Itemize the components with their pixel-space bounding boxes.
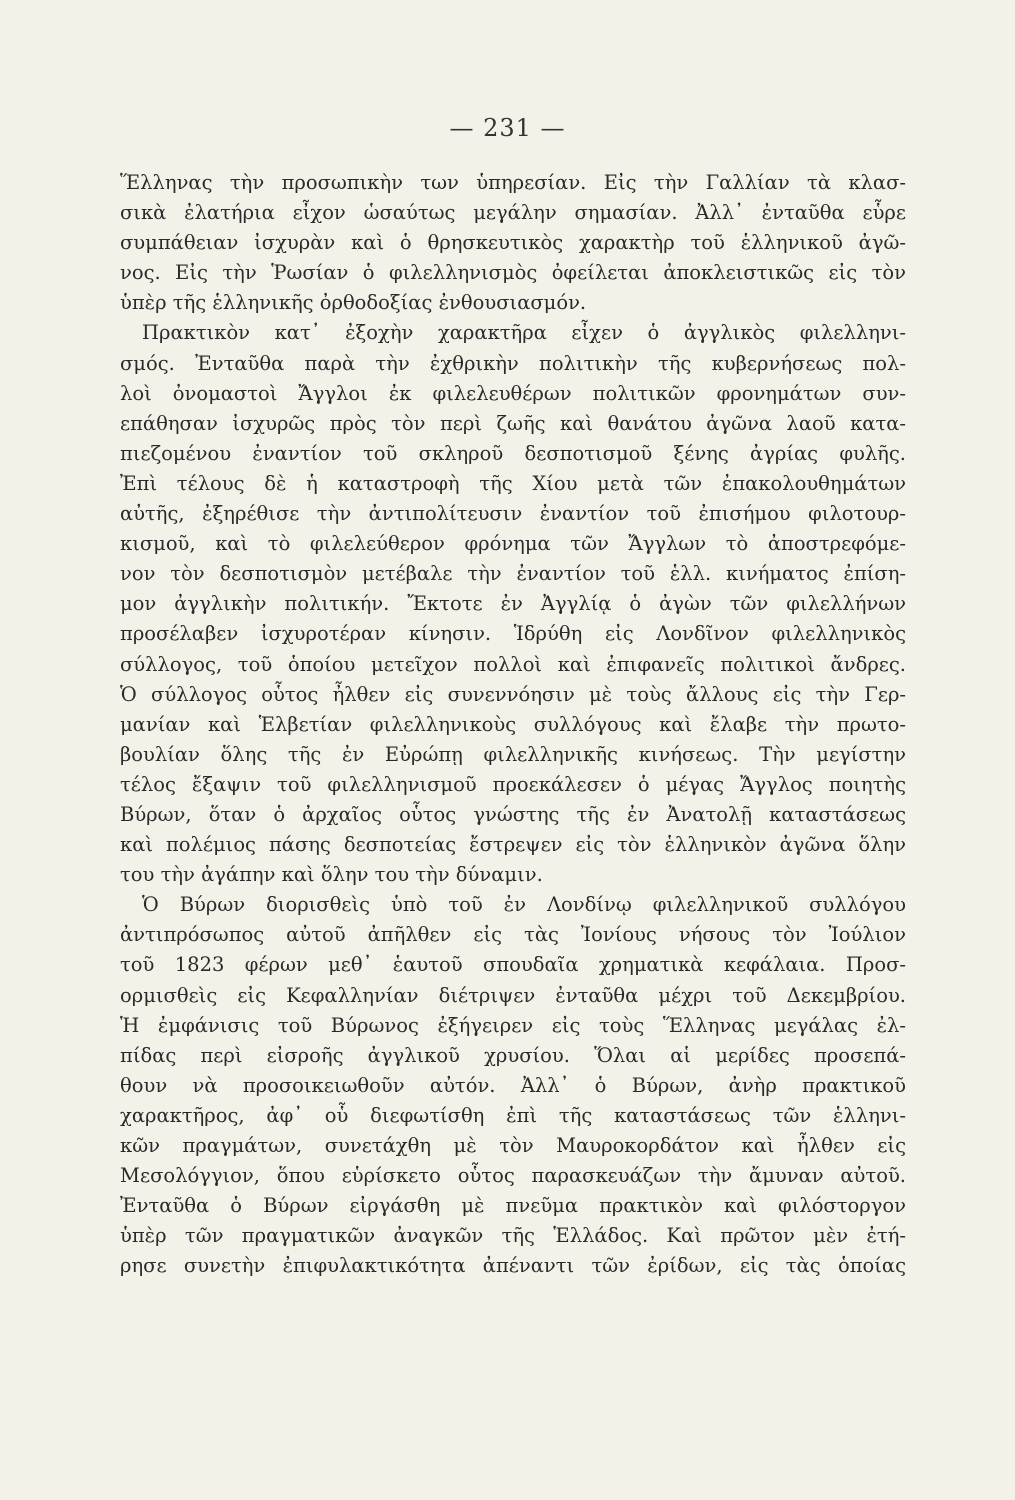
text-line: Βύρων, ὅταν ὁ ἀρχαῖος οὗτος γνώστης τῆς ἐν Ἀνατολῇ καταστάσεως	[120, 802, 906, 826]
text-line: πίδας περὶ εἰσροῆς ἀγγλικοῦ χρυσίου. Ὅλαι αἱ μερίδες προσεπά-	[120, 1043, 906, 1067]
text-line: τοῦ 1823 φέρων μεθ᾿ ἑαυτοῦ σπουδαῖα χρηματικὰ κεφάλαια. Προσ-	[120, 953, 906, 977]
text-line: καὶ πολέμιος πάσης δεσποτείας ἔστρεψεν εἰς τὸν ἑλληνικὸν ἀγῶνα ὅλην	[120, 833, 906, 857]
body-text	[120, 168, 906, 1281]
text-line: νος. Εἰς τὴν Ῥωσίαν ὁ φιλελληνισμὸς ὀφείλεται ἀποκλειστικῶς εἰς τὸν	[120, 261, 906, 285]
text-line: ρησε συνετὴν ἐπιφυλακτικότητα ἀπέναντι τῶν ἐρίδων, εἰς τὰς ὁποίας	[120, 1254, 906, 1278]
text-line: τέλος ἔξαψιν τοῦ φιλελληνισμοῦ προεκάλεσεν ὁ μέγας Ἄγγλος ποιητὴς	[120, 772, 906, 796]
text-line: κισμοῦ, καὶ τὸ φιλελεύθερον φρόνημα τῶν Ἄγγλων τὸ ἀποστρεφόμε-	[120, 532, 906, 556]
text-line: Ὁ σύλλογος οὗτος ἦλθεν εἰς συνεννόησιν μὲ τοὺς ἄλλους εἰς τὴν Γερ-	[120, 682, 906, 706]
text-line: ὑπὲρ τῆς ἑλληνικῆς ὀρθοδοξίας ἐνθουσιασμόν.	[120, 291, 587, 315]
text-line: ορμισθεὶς εἰς Κεφαλληνίαν διέτριψεν ἐνταῦθα μέχρι τοῦ Δεκεμβρίου.	[120, 983, 906, 1007]
text-line: επάθησαν ἰσχυρῶς πρὸς τὸν περὶ ζωῆς καὶ θανάτου ἀγῶνα λαοῦ κατα-	[120, 411, 906, 435]
page-number: — 231 —	[449, 114, 566, 142]
text-line: βουλίαν ὅλης τῆς ἐν Εὐρώπῃ φιλελληνικῆς κινήσεως. Τὴν μεγίστην	[120, 742, 906, 766]
text-line: σικὰ ἐλατήρια εἶχον ὡσαύτως μεγάλην σημασίαν. Ἀλλ᾿ ἐνταῦθα εὗρε	[120, 201, 906, 225]
text-line: θουν νὰ προσοικειωθοῦν αὐτόν. Ἀλλ᾿ ὁ Βύρων, ἀνὴρ πρακτικοῦ	[120, 1073, 906, 1097]
text-line: κῶν πραγμάτων, συνετάχθη μὲ τὸν Μαυροκορδάτον καὶ ἦλθεν εἰς	[120, 1134, 906, 1157]
paragraph-start-line: Ὁ Βύρων διορισθεὶς ὑπὸ τοῦ ἐν Λονδίνῳ φιλελληνικοῦ συλλόγου	[142, 893, 906, 917]
text-line: μον ἀγγλικὴν πολιτικήν. Ἔκτοτε ἐν Ἀγγλίᾳ ὁ ἀγὼν τῶν φιλελλήνων	[120, 592, 906, 616]
paragraph-start-line: Πρακτικὸν κατ᾿ ἐξοχὴν χαρακτῆρα εἶχεν ὁ ἀγγλικὸς φιλελληνι-	[142, 321, 906, 345]
text-line: ὑπὲρ τῶν πραγματικῶν ἀναγκῶν τῆς Ἑλλάδος. Καὶ πρῶτον μὲν ἐτή-	[120, 1224, 906, 1248]
text-line: Ἡ ἐμφάνισις τοῦ Βύρωνος ἐξήγειρεν εἰς τοὺς Ἕλληνας μεγάλας ἐλ-	[120, 1013, 906, 1037]
text-line: νον τὸν δεσποτισμὸν μετέβαλε τὴν ἐναντίον τοῦ ἑλλ. κινήματος ἐπίση-	[120, 562, 906, 586]
text-line: μανίαν καὶ Ἑλβετίαν φιλελληνικοὺς συλλόγους καὶ ἔλαβε τὴν πρωτο-	[120, 712, 906, 736]
text-line: σύλλογος, τοῦ ὁποίου μετεῖχον πολλοὶ καὶ ἐπιφανεῖς πολιτικοὶ ἄνδρες.	[120, 652, 906, 676]
text-line: ἀντιπρόσωπος αὐτοῦ ἀπῆλθεν εἰς τὰς Ἰονίους νήσους τὸν Ἰούλιον	[120, 923, 906, 947]
text-line: συμπάθειαν ἰσχυρὰν καὶ ὁ θρησκευτικὸς χαρακτὴρ τοῦ ἑλληνικοῦ ἀγῶ-	[120, 231, 906, 255]
text-line: Μεσολόγγιον, ὅπου εὑρίσκετο οὗτος παρασκευάζων τὴν ἄμυναν αὐτοῦ.	[120, 1164, 906, 1188]
text-line: Ἐνταῦθα ὁ Βύρων εἰργάσθη μὲ πνεῦμα πρακτικὸν καὶ φιλόστοργον	[120, 1194, 906, 1218]
text-line: Ἐπὶ τέλους δὲ ἡ καταστροφὴ τῆς Χίου μετὰ τῶν ἐπακολουθημάτων	[120, 471, 906, 495]
text-line: χαρακτῆρος, ἀφ᾿ οὗ διεφωτίσθη ἐπὶ τῆς καταστάσεως τῶν ἑλληνι-	[120, 1103, 906, 1127]
text-line: προσέλαβεν ἰσχυροτέραν κίνησιν. Ἱδρύθη εἰς Λονδῖνον φιλελληνικὸς	[120, 622, 906, 646]
text-line: πιεζομένου ἐναντίον τοῦ σκληροῦ δεσποτισμοῦ ξένης ἀγρίας φυλῆς.	[120, 441, 906, 465]
text-line: σμός. Ἐνταῦθα παρὰ τὴν ἐχθρικὴν πολιτικὴν τῆς κυβερνήσεως πολ-	[120, 351, 906, 375]
text-line: Ἕλληνας τὴν προσωπικὴν των ὑπηρεσίαν. Εἰς τὴν Γαλλίαν τὰ κλασ-	[120, 171, 906, 194]
text-line: αὐτῆς, ἐξηρέθισε τὴν ἀντιπολίτευσιν ἐναντίον τοῦ ἐπισήμου φιλοτουρ-	[120, 502, 906, 526]
text-line: του τὴν ἀγάπην καὶ ὅλην του τὴν δύναμιν.	[120, 863, 543, 887]
text-line: λοὶ ὀνομαστοὶ Ἄγγλοι ἐκ φιλελευθέρων πολιτικῶν φρονημάτων συν-	[120, 381, 906, 405]
